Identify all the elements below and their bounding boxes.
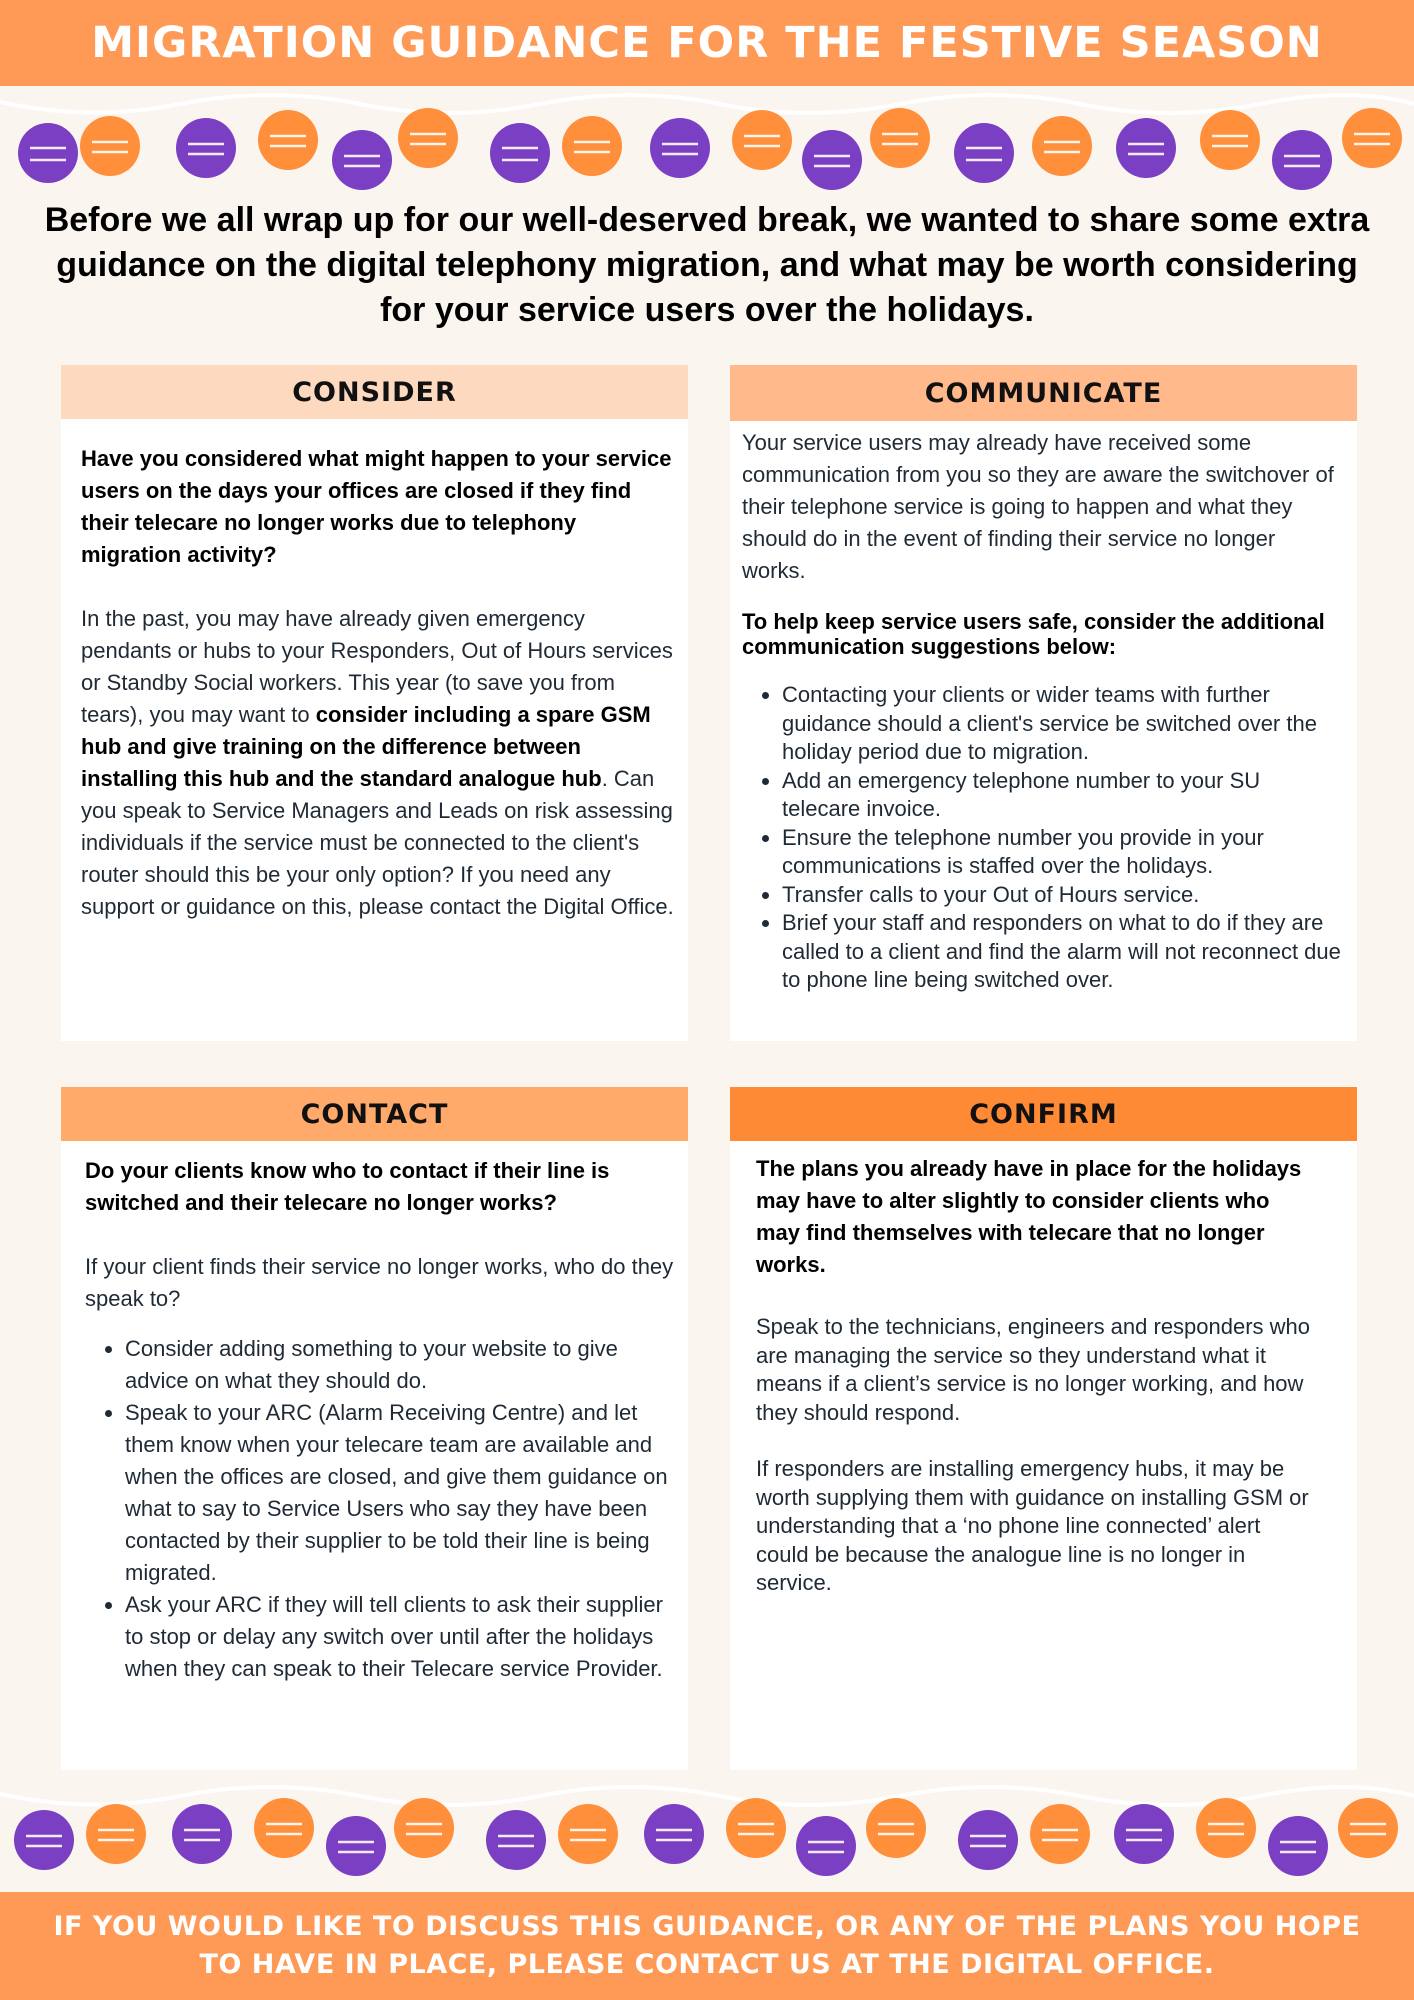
list-item: • Brief your staff and responders on what to do if they are called to a client and find the alarm will not reconnect due to phone line being switched over. bbox=[782, 909, 1343, 995]
consider-heading: CONSIDER bbox=[61, 365, 688, 419]
list-item: • Add an emergency telephone number to your SU telecare invoice. bbox=[782, 767, 1343, 824]
list-item: • Consider adding something to your website to give advice on what they should do. bbox=[125, 1333, 674, 1397]
consider-card bbox=[61, 365, 688, 1041]
list-item: • Ask your ARC if they will tell clients to ask their supplier to stop or delay any switch over until after the holidays when they can speak to their Telecare service Provider. bbox=[125, 1589, 674, 1685]
list-item: • Contacting your clients or wider teams with further guidance should a client's service be switched over the holiday period due to migration. bbox=[782, 681, 1343, 767]
list-item: • Transfer calls to your Out of Hours service. bbox=[782, 881, 1343, 910]
page-title: MIGRATION GUIDANCE FOR THE FESTIVE SEASON bbox=[91, 18, 1323, 68]
bauble-garland-top bbox=[0, 88, 1414, 208]
communicate-intro: Your service users may already have received some communication from you so they are aware the switchover of their telephone service is going to happen and what they should do in the event of finding their service no longer works. bbox=[742, 430, 1334, 583]
contact-list bbox=[85, 1333, 674, 1685]
communicate-heading: COMMUNICATE bbox=[730, 365, 1357, 421]
communicate-list bbox=[742, 681, 1343, 995]
confirm-lead: The plans you already have in place for the holidays may have to alter slightly to consider clients who may find themselves with telecare that no longer works. bbox=[756, 1156, 1302, 1277]
intro-text: Before we all wrap up for our well-deserved break, we wanted to share some extra guidance on the digital telephony migration, and what may be worth considering for your service users over the holidays. bbox=[44, 201, 1370, 329]
bauble-garland-bottom bbox=[0, 1780, 1414, 1900]
footer-text: IF YOU WOULD LIKE TO DISCUSS THIS GUIDANCE, OR ANY OF THE PLANS YOU HOPE TO HAVE IN PLACE, PLEASE CONTACT US AT THE DIGITAL OFFICE. bbox=[53, 1911, 1361, 1980]
consider-paragraph: In the past, you may have already given emergency pendants or hubs to your Responders, Out of Hours services or Standby Social workers. This year (to save you from tears), you may want to consider including a spare GSM hub and give training on the difference between installing this hub and the standard analogue hub. Can you speak to Service Managers and Leads on risk assessing individuals if the service must be connected to the client's router should this be your only option? If you need any support or guidance on this, please contact the Digital Office. bbox=[81, 606, 674, 919]
communicate-subheading: To help keep service users safe, consider the additional communication suggestions below: bbox=[742, 609, 1325, 659]
consider-question: Have you considered what might happen to your service users on the days your offices are closed if they find their telecare no longer works due to telephony migration activity? bbox=[81, 446, 672, 567]
confirm-card bbox=[730, 1087, 1357, 1770]
confirm-paragraph-1: Speak to the technicians, engineers and responders who are managing the service so they understand what it means if a client’s service is no longer working, and how they should respond. bbox=[756, 1314, 1311, 1425]
confirm-heading: CONFIRM bbox=[730, 1087, 1357, 1141]
consider-bold-text: consider including a spare GSM hub and give training on the difference between installing this hub and the standard analogue hub bbox=[81, 702, 651, 791]
contact-card bbox=[61, 1087, 688, 1770]
communicate-card bbox=[730, 365, 1357, 1041]
contact-heading: CONTACT bbox=[61, 1087, 688, 1141]
footer-banner bbox=[0, 1892, 1414, 2000]
list-item: • Speak to your ARC (Alarm Receiving Centre) and let them know when your telecare team are available and when the offices are closed, and give them guidance on what to say to Service Users who say they have been contacted by their supplier to be told their line is being migrated. bbox=[125, 1397, 674, 1589]
header-banner bbox=[0, 0, 1414, 86]
confirm-paragraph-2: If responders are installing emergency hubs, it may be worth supplying them with guidance on installing GSM or understanding that a ‘no phone line connected’ alert could be because the analogue line is no longer in service. bbox=[756, 1456, 1309, 1595]
list-item: • Ensure the telephone number you provide in your communications is staffed over the holidays. bbox=[782, 824, 1343, 881]
contact-question: Do your clients know who to contact if their line is switched and their telecare no longer works? bbox=[85, 1158, 610, 1215]
contact-paragraph: If your client finds their service no longer works, who do they speak to? bbox=[85, 1254, 674, 1311]
